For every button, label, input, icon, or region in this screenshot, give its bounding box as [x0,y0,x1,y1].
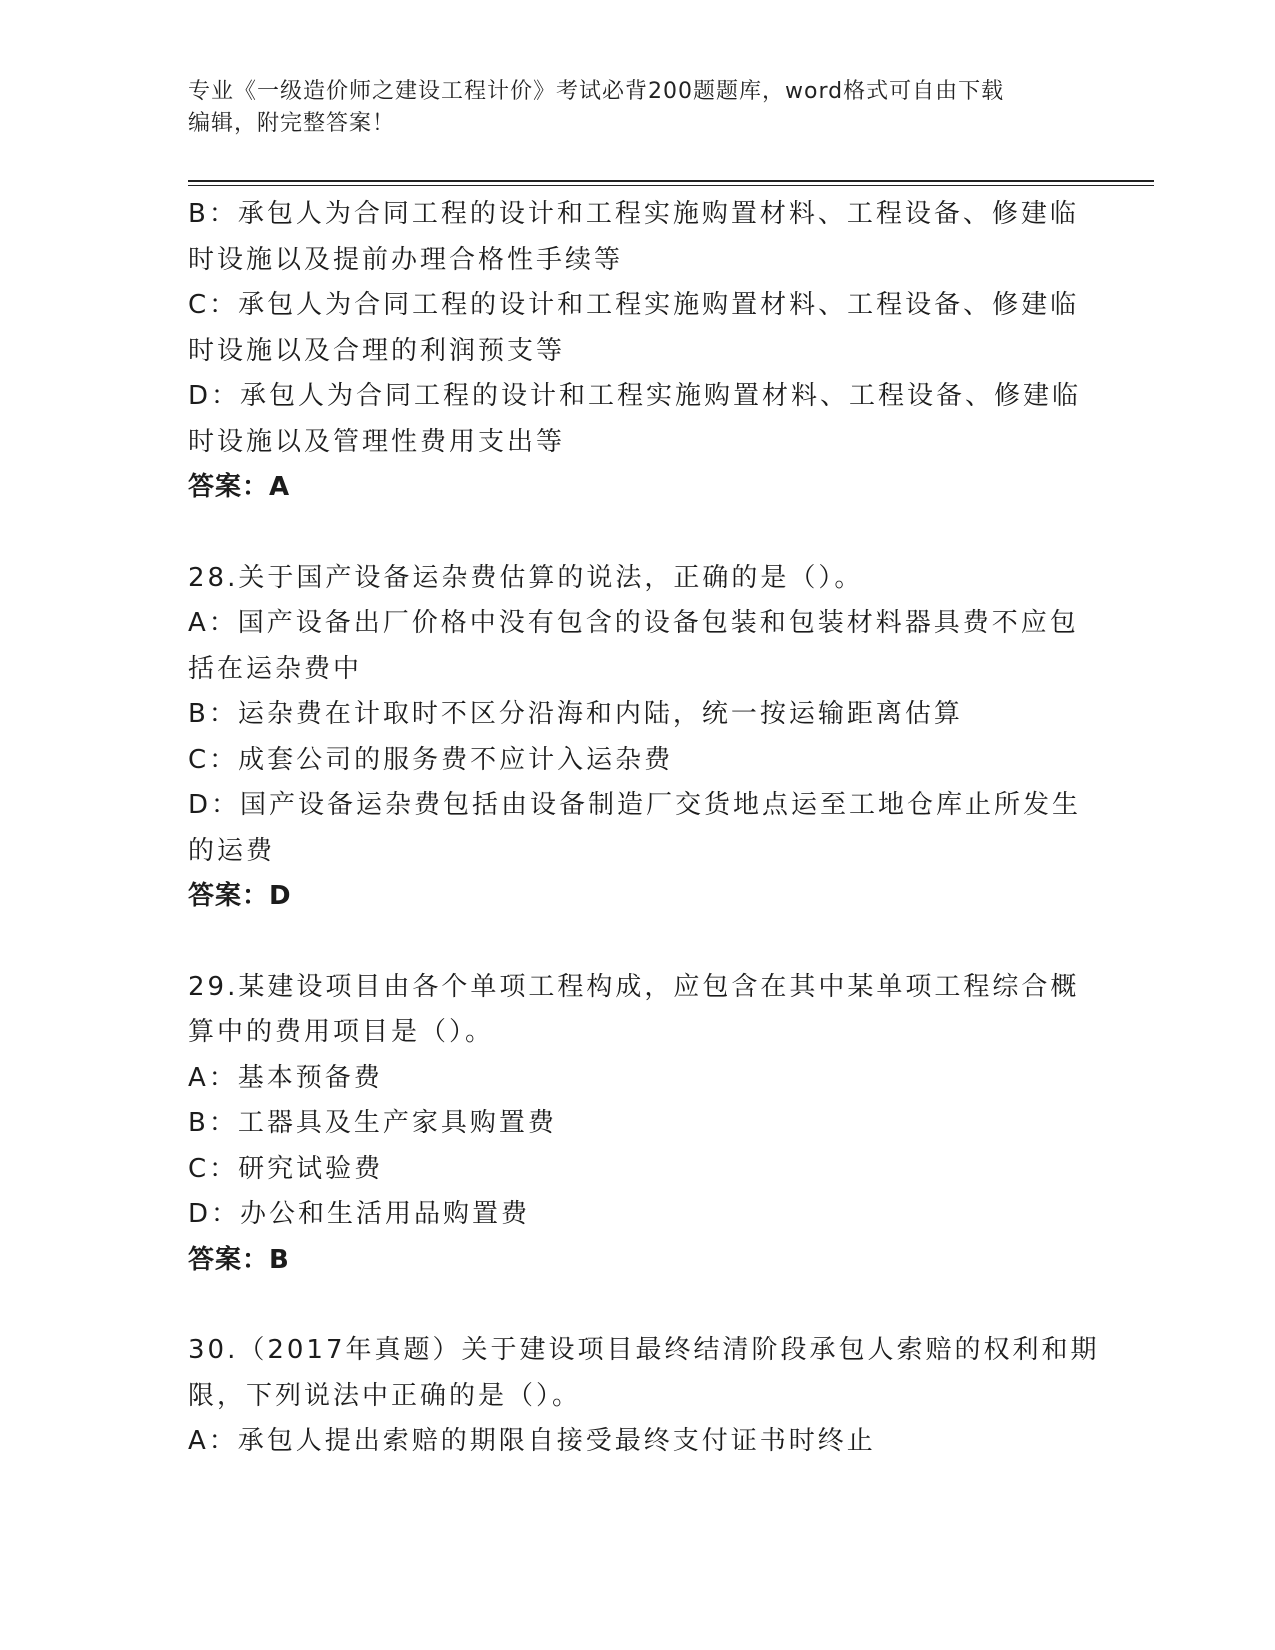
option-line: D：承包人为合同工程的设计和工程实施购置材料、工程设备、修建临 [188,381,1082,411]
question-28-block [188,556,1088,920]
option-line: 时设施以及提前办理合格性手续等 [188,244,624,275]
option-line: A：基本预备费 [188,1062,383,1093]
spacer [188,920,1088,965]
option-line: C：承包人为合同工程的设计和工程实施购置材料、工程设备、修建临 [188,290,1080,320]
question-29-block [188,965,1088,1284]
header-line: 编辑，附完整答案！ [188,111,396,136]
question-content [188,192,1100,1465]
option-line: D：国产设备运杂费包括由设备制造厂交货地点运至工地仓库止所发生 [188,790,1082,820]
option-line: A：国产设备出厂价格中没有包含的设备包装和包装材料器具费不应包 [188,608,1079,638]
question-line: 30.（2017年真题）关于建设项目最终结清阶段承包人索赔的权利和期 [188,1335,1100,1365]
option-line: B：工器具及生产家具购置费 [188,1108,557,1138]
answer-line: 答案：D [188,881,292,911]
option-line: 括在运杂费中 [188,653,363,684]
option-line: C：成套公司的服务费不应计入运杂费 [188,744,674,775]
document-header [188,76,1088,140]
option-line: 时设施以及管理性费用支出等 [188,426,566,457]
question-line: 限，下列说法中正确的是（）。 [188,1380,582,1411]
option-line: A：承包人提出索赔的期限自接受最终支付证书时终止 [188,1426,876,1456]
question-30-block [188,1328,1100,1465]
option-line: 时设施以及合理的利润预支等 [188,335,566,366]
answer-line: 答案：B [188,1244,290,1275]
question-line: 28.关于国产设备运杂费估算的说法，正确的是（）。 [188,562,864,593]
option-line: D：办公和生活用品购置费 [188,1199,531,1229]
answer-line: 答案：A [188,472,291,502]
header-divider [188,185,1154,186]
option-line: B：承包人为合同工程的设计和工程实施购置材料、工程设备、修建临 [188,199,1079,229]
header-line: 专业《一级造价师之建设工程计价》考试必背200题题库，word格式可自由下载 [188,79,1005,104]
spacer [188,511,1088,556]
question-27-block [188,192,1088,511]
option-line: C：研究试验费 [188,1153,384,1184]
question-line: 29.某建设项目由各个单项工程构成，应包含在其中某单项工程综合概 [188,971,1080,1002]
header-divider [188,180,1154,182]
spacer [188,1283,1088,1328]
question-line: 算中的费用项目是（）。 [188,1017,495,1047]
option-line: 的运费 [188,835,276,866]
option-line: B：运杂费在计取时不区分沿海和内陆，统一按运输距离估算 [188,699,963,729]
